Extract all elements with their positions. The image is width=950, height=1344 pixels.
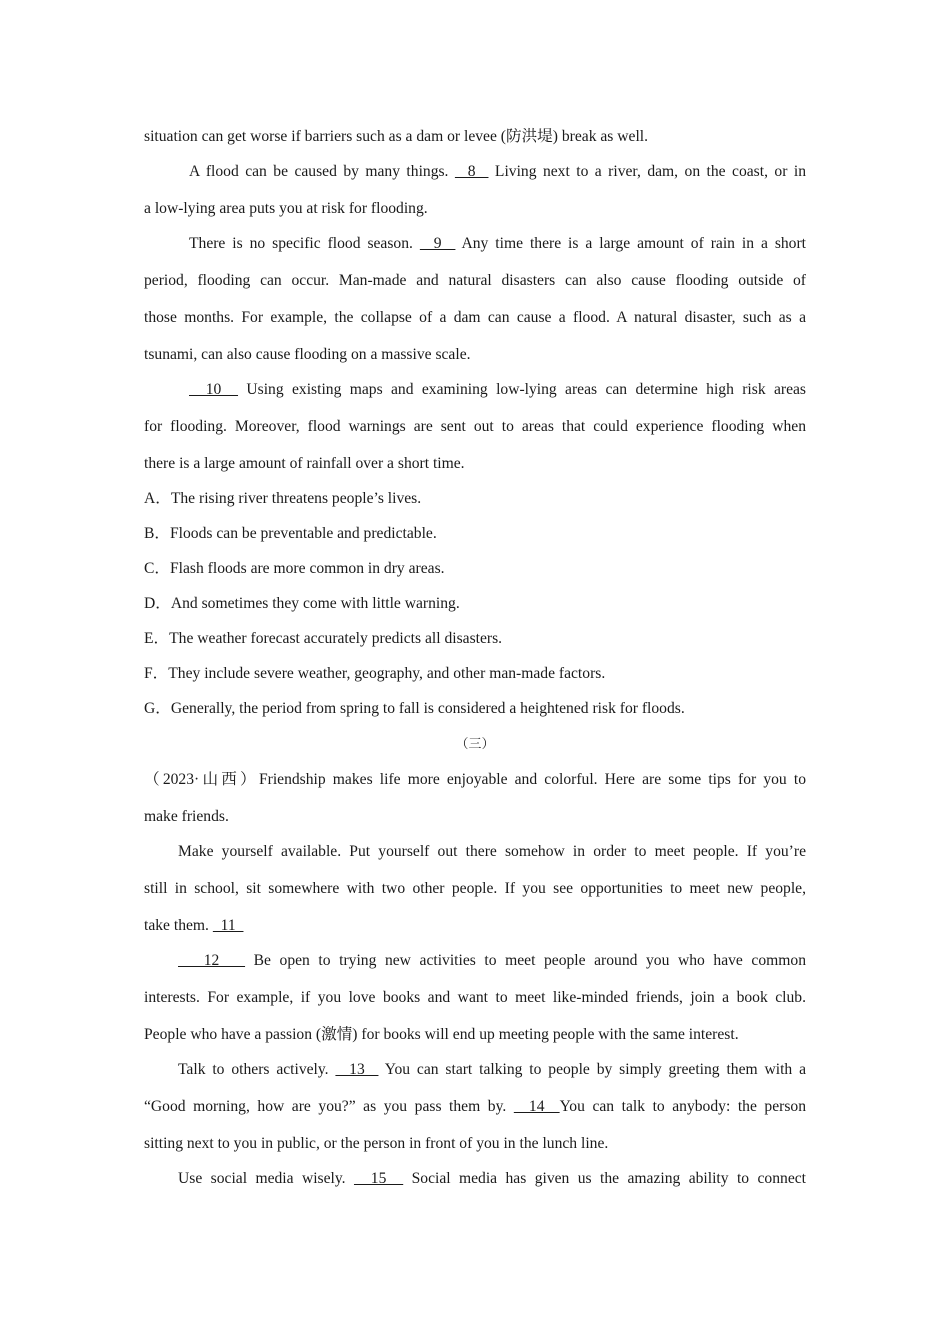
paragraph-line: a low-lying area puts you at risk for flooding.	[144, 200, 428, 217]
answer-blank-8[interactable]: 8	[454, 163, 489, 180]
answer-blank-14[interactable]: 14	[513, 1098, 560, 1115]
paragraph-line: period, flooding can occur. Man-made and natural disasters can also cause flooding outside of	[144, 272, 806, 289]
paragraph-line: situation can get worse if barriers such as a dam or levee (防洪堤) break as well.	[144, 128, 649, 145]
paragraph-line: Make yourself available. Put yourself out there somehow in order to meet people. If you’re	[178, 843, 806, 860]
paragraph-line: Talk to others actively. 13 You can start talking to people by simply greeting them with a	[178, 1061, 806, 1078]
paragraph-line: tsunami, can also cause flooding on a massive scale.	[144, 346, 471, 363]
paragraph-line: for flooding. Moreover, flood warnings are sent out to areas that could experience flooding when	[144, 418, 806, 435]
answer-blank-12[interactable]: 12	[178, 952, 246, 969]
option-a: A．The rising river threatens people’s lives.	[144, 490, 422, 507]
paragraph-line: 10 Using existing maps and examining low-lying areas can determine high risk areas	[189, 381, 806, 398]
answer-blank-15[interactable]: 15	[353, 1170, 404, 1187]
answer-blank-10[interactable]: 10	[189, 381, 239, 398]
paragraph-line: Use social media wisely. 15 Social media has given us the amazing ability to connect	[178, 1170, 806, 1187]
paragraph-line: there is a large amount of rainfall over a short time.	[144, 455, 465, 472]
paragraph-line: People who have a passion (激情) for books will end up meeting people with the same interest.	[144, 1026, 739, 1043]
option-c: C．Flash floods are more common in dry areas.	[144, 560, 445, 577]
answer-blank-9[interactable]: 9	[419, 235, 456, 252]
option-b: B．Floods can be preventable and predictable.	[144, 525, 437, 542]
option-d: D．And sometimes they come with little warning.	[144, 595, 460, 612]
option-f: F．They include severe weather, geography, and other man-made factors.	[144, 665, 606, 682]
paragraph-line: 12 Be open to trying new activities to meet people around you who have common	[178, 952, 806, 969]
paragraph-line: （2023·山西）Friendship makes life more enjoyable and colorful. Here are some tips for you to	[144, 771, 806, 788]
paragraph-line: take them. 11	[144, 917, 244, 934]
paragraph-line: still in school, sit somewhere with two other people. If you see opportunities to meet new people,	[144, 880, 806, 897]
section-heading: （三）	[455, 737, 495, 752]
paragraph-line: sitting next to you in public, or the person in front of you in the lunch line.	[144, 1135, 609, 1152]
answer-blank-11[interactable]: 11	[212, 917, 244, 934]
paragraph-line: There is no specific flood season. 9 Any time there is a large amount of rain in a short	[189, 235, 807, 252]
paragraph-line: “Good morning, how are you?” as you pass them by. 14 You can talk to anybody: the person	[144, 1098, 806, 1115]
answer-blank-13[interactable]: 13	[335, 1061, 379, 1078]
paragraph-line: make friends.	[144, 808, 229, 825]
option-g: G．Generally, the period from spring to fall is considered a heightened risk for floods.	[144, 700, 685, 717]
paragraph-line: interests. For example, if you love books and want to meet like-minded friends, join a book club.	[144, 989, 806, 1006]
option-e: E．The weather forecast accurately predicts all disasters.	[144, 630, 503, 647]
paragraph-line: those months. For example, the collapse of a dam can cause a flood. A natural disaster, such as a	[144, 309, 806, 326]
paragraph-line: A flood can be caused by many things. 8 Living next to a river, dam, on the coast, or in	[189, 163, 806, 180]
